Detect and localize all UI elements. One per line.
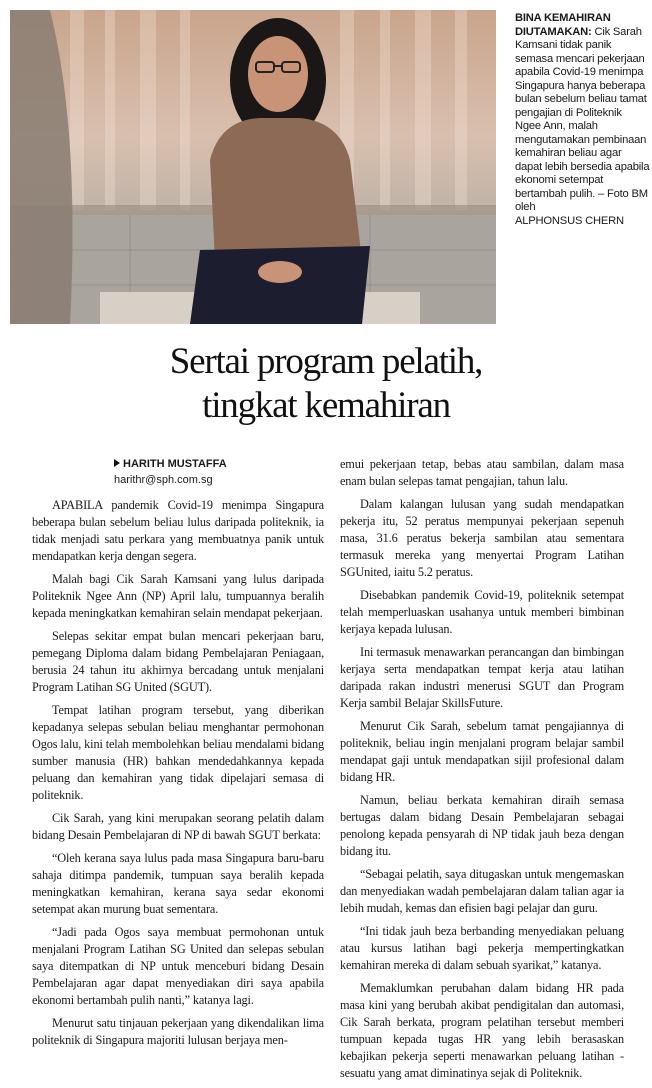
photo-caption <box>515 12 650 228</box>
headline <box>0 340 652 428</box>
paragraph: Cik Sarah, yang kini merupakan seorang pelatih dalam bidang Desain Pembelajaran di NP di bawah SGUT berkata: <box>32 811 324 842</box>
headline-line-2: tingkat kemahiran <box>202 385 450 426</box>
byline-arrow-icon <box>114 459 120 467</box>
paragraph: Ini termasuk menawarkan perancangan dan bimbingan kerjaya serta mendapatkan tempat kerja atau latihan daripada rakan industri menerusi SGUT dan Program Kerja sambil Belajar SkillsFuture. <box>340 645 624 710</box>
paragraph: Dalam kalangan lulusan yang sudah mendapatkan pekerja itu, 52 peratus mempunyai pekerjaan sepenuh masa, 31.6 peratus bekerja sambilan atau sementara termasuk mereka yang menyertai Program Latihan SGUnited, iaitu 5.2 peratus. <box>340 497 624 579</box>
caption-photographer: ALPHONSUS CHERN <box>515 214 624 227</box>
paragraph: APABILA pandemik Covid-19 menimpa Singapura beberapa bulan sebelum beliau lulus daripada politeknik, ia tidak menjadi satu perkara yang membuatnya panik untuk mendapatkan kerja dengan segera. <box>32 498 324 563</box>
paragraph: “Jadi pada Ogos saya membuat permohonan untuk menjalani Program Latihan SG United dan selepas sebulan saya ditempatkan di NP untuk menceburi bidang Desain Pembelajaran agar dapat menyediakan diri saya apabila ekonomi bertambah pulih nanti,” katanya lagi. <box>32 925 324 1007</box>
paragraph: Tempat latihan program tersebut, yang diberikan kepadanya selepas sebulan beliau menghantar permohonan Ogos lalu, kini telah membolehkan beliau mendalami bidang sumber manusia (HR) bahkan mendedahkannya kepada peluang dan kemahiran yang tidak dipelajari semasa di politeknik. <box>32 703 324 802</box>
paragraph: Menurut satu tinjauan pekerjaan yang dikendalikan lima politeknik di Singapura majoriti lulusan berjaya men- <box>32 1016 324 1047</box>
caption-text: Cik Sarah Kamsani tidak panik semasa mencari pekerjaan apabila Covid-19 menimpa Singapura hanya beberapa bulan sebelum beliau tamat pengajian di Politeknik Ngee Ann, malah mengutamakan pembinaan kemahiran beliau agar dapat lebih bersedia apabila ekonomi setempat bertambah pulih. – Foto BM oleh <box>515 25 650 213</box>
paragraph: “Oleh kerana saya lulus pada masa Singapura baru-baru sahaja ditimpa pandemik, tumpuan saya beralih kepada meningkatkan kemahiran, kerana saya sedar ekonomi setempat akan murung buat sementara. <box>32 851 324 916</box>
article-photo <box>10 10 496 324</box>
photo-illustration <box>10 10 496 324</box>
paragraph: “Ini tidak jauh beza berbanding menyediakan peluang atau kursus latihan bagi pekerja mempertingkatkan kemahiran mereka di dalam sebuah syarikat,” katanya. <box>340 924 624 972</box>
paragraph: Malah bagi Cik Sarah Kamsani yang lulus daripada Politeknik Ngee Ann (NP) April lalu, tumpuannya beralih kepada meningkatkan kemahiran selain mendapat pekerjaan. <box>32 572 324 620</box>
caption-heading: BINA KEMAHIRAN DIUTAMAKAN: <box>515 12 611 38</box>
paragraph: Namun, beliau berkata kemahiran diraih semasa bertugas dalam bidang Desain Pembelajaran sebagai penolong kepada pensyarah di NP tidak jauh beza dengan bidang itu. <box>340 793 624 858</box>
paragraph: Memaklumkan perubahan dalam bidang HR pada masa kini yang berubah akibat pendigitalan dan automasi, Cik Sarah berkata, program pelatihan tersebut memberi tumpuan kepada tugas HR yang lebih berasaskan kebajikan pekerja seperti menawarkan peluang latihan - sesuatu yang amat diminatinya sejak di Politeknik. <box>340 981 624 1080</box>
paragraph-continued: emui pekerjaan tetap, bebas atau sambilan, dalam masa enam bulan selepas tamat pengajian, tahun lalu. <box>340 457 624 488</box>
byline-email[interactable]: harithr@sph.com.sg <box>114 474 213 486</box>
paragraph: Disebabkan pandemik Covid-19, politeknik setempat telah memperluaskan usahanya untuk memberi bimbinan kerjaya kepada lulusan. <box>340 588 624 636</box>
headline-line-1: Sertai program pelatih, <box>169 341 483 382</box>
byline-author: HARITH MUSTAFFA <box>123 458 227 470</box>
paragraph: Selepas sekitar empat bulan mencari pekerjaan baru, pemegang Diploma dalam bidang Pembelajaran Peniagaan, berusia 24 tahun itu akhirnya bercadang untuk menjalani Program Latihan SG United (SGUT). <box>32 629 324 694</box>
paragraph: “Sebagai pelatih, saya ditugaskan untuk mengemaskan dan menyediakan wadah pembelajaran dalam talian agar ia lebih mudah, kemas dan efisien bagi pelajar dan guru. <box>340 867 624 915</box>
paragraph: Menurut Cik Sarah, sebelum tamat pengajiannya di politeknik, beliau ingin menjalani program belajar sambil mendapat gaji untuk mendapatkan sijil profesional dalam bidang HR. <box>340 719 624 784</box>
byline <box>114 456 227 488</box>
article-column-left <box>32 497 324 1055</box>
article-column-right <box>340 456 624 1088</box>
